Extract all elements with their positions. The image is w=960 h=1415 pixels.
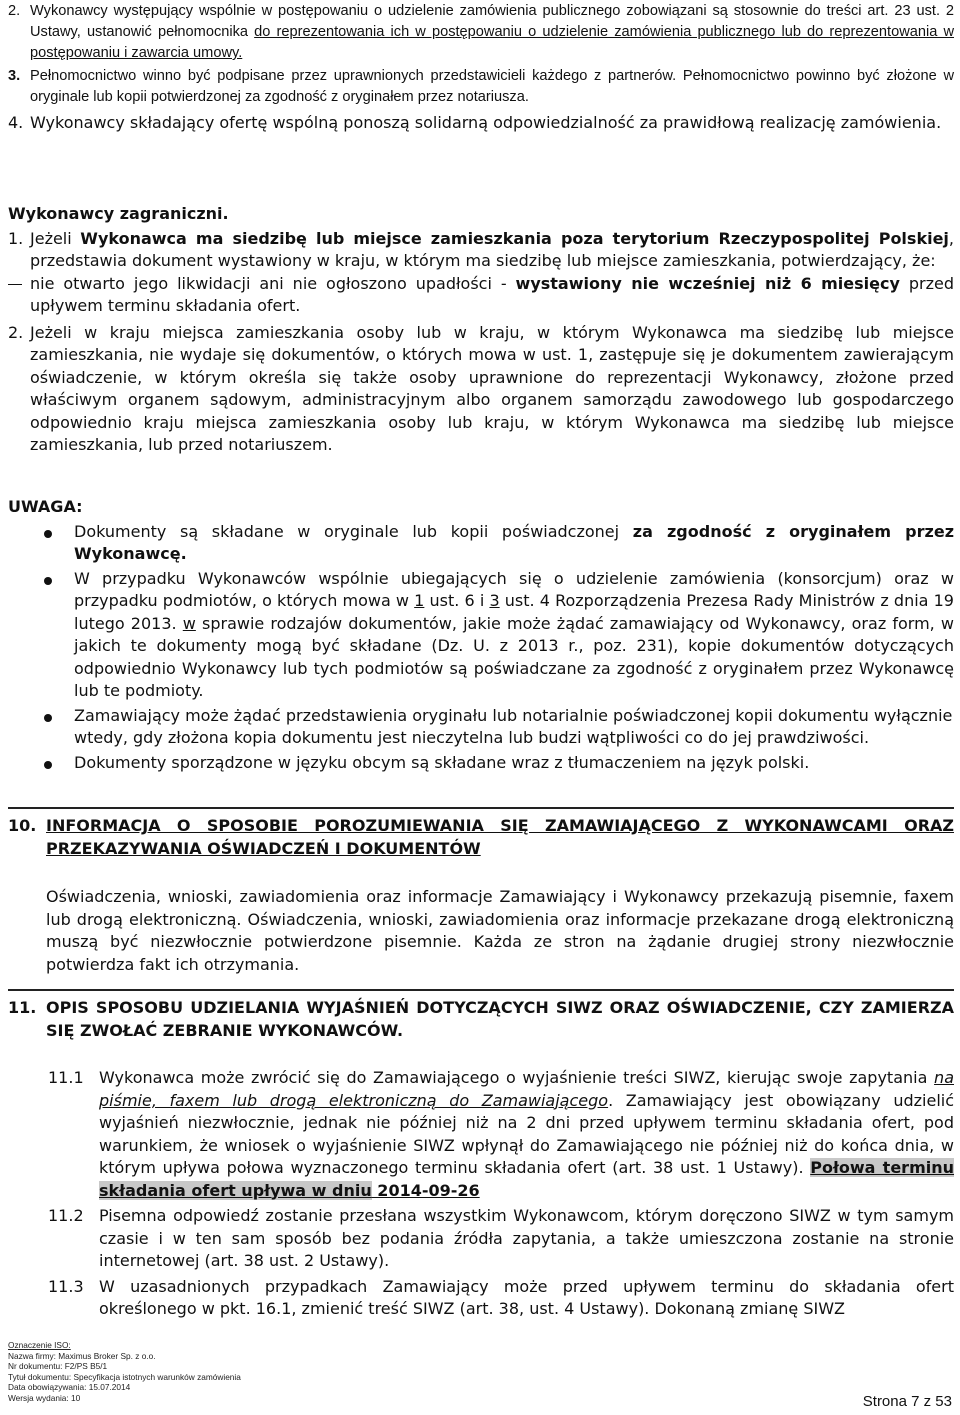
subsection-11-1 bbox=[0, 1067, 954, 1202]
subsection-number: 11.1 bbox=[48, 1068, 84, 1087]
foreign-item-1 bbox=[8, 228, 954, 273]
text-part: Zamawiający może żądać przedstawienia oryginału lub notarialnie poświadczonej kopii dokumentu wyłącznie wtedy, gdy złożona kopia dokumentu jest nieczytelna lub budzi wątpliwości co do jej prawdziwości. bbox=[74, 705, 953, 747]
text-part: . Zamawiający jest obowiązany udzielić wyjaśnień niezwłocznie, jednak nie później niż na 2 dni przed upływem terminu składania ofert, pod warunkiem, że wniosek o wyjaśnienie SIWZ wpłynął do Zamawiającego nie później niż do końca dnia, w którym upływa połowa wyznaczonego terminu składania ofert (art. 38 ust. 1 Ustawy). bbox=[99, 1090, 955, 1177]
section-11 bbox=[8, 989, 954, 1321]
text-bold: wystawiony nie wcześniej niż 6 miesięcy bbox=[515, 273, 900, 293]
text-underlined-italic: na piśmie, faxem lub drogą elektroniczną do Zamawiającego bbox=[99, 1068, 954, 1110]
bullet-marker bbox=[44, 530, 52, 538]
document-footer bbox=[8, 1340, 241, 1403]
text-part: nie otwarto jego likwidacji ani nie ogłoszono upadłości - bbox=[30, 273, 516, 293]
text-bold: za zgodność z oryginałem przez Wykonawcę. bbox=[74, 521, 955, 563]
text-part: Dokumenty są składane w oryginale lub kopii poświadczonej bbox=[74, 521, 633, 541]
dash-marker bbox=[8, 284, 22, 286]
section-number: 11. bbox=[8, 998, 37, 1017]
text-part: Pisemna odpowiedź zostanie przesłana wszystkim Wykonawcom, którym doręczono SIWZ w tym samym czasie i w ten sam sposób bez podania źródła zapytania, a także umieszczona zostanie na stronie internetowej (art. 38 ust. 2 Ustawy). bbox=[99, 1206, 954, 1270]
list-number: 4. bbox=[8, 113, 24, 132]
text-underlined: 1 bbox=[414, 591, 425, 610]
subsection-number: 11.2 bbox=[48, 1206, 84, 1225]
text-part: Jeżeli bbox=[30, 228, 81, 248]
valid-date: Data obowiązywania: 15.07.2014 bbox=[8, 1382, 131, 1392]
subsection-11-3 bbox=[0, 1276, 954, 1321]
top-list bbox=[8, 1, 954, 135]
dash-item bbox=[8, 273, 954, 318]
list-item-3 bbox=[8, 66, 954, 108]
version: Wersja wydania: 10 bbox=[8, 1392, 81, 1403]
iso-label: Oznaczenie ISO: bbox=[8, 1340, 71, 1350]
list-item-2 bbox=[8, 1, 954, 64]
bullet-item bbox=[8, 568, 954, 703]
text-underlined: 3 bbox=[489, 591, 500, 610]
list-item-4 bbox=[8, 112, 954, 135]
document-title: Tytuł dokumentu: Specyfikacja istotnych warunków zamówienia bbox=[8, 1371, 241, 1382]
text-part: W przypadku Wykonawców wspólnie ubiegających się o udzielenie zamówienia (konsorcjum) oraz w przypadku podmiotów, o których mowa w bbox=[74, 568, 954, 610]
bullet-item bbox=[8, 705, 954, 750]
subsection-number: 11.3 bbox=[48, 1276, 84, 1296]
list-number: 1. bbox=[8, 228, 24, 248]
deadline-date: 2014-09-26 bbox=[371, 1180, 480, 1200]
list-number: 2. bbox=[8, 3, 21, 19]
list-text: Wykonawcy występujący wspólnie w postępowaniu o udzielenie zamówienia publicznego zobowiązani są stosownie do treści art. 23 ust. 2 Ustawy, ustanowić pełnomocnika bbox=[30, 3, 954, 40]
foreign-heading: Wykonawcy zagraniczni. bbox=[8, 204, 229, 223]
bullet-marker bbox=[44, 714, 52, 722]
text-part: ust. 6 i bbox=[424, 591, 490, 610]
bullet-item bbox=[8, 752, 954, 775]
text-part: Wykonawca może zwrócić się do Zamawiającego o wyjaśnienie treści SIWZ, kierując swoje zapytania bbox=[99, 1068, 935, 1087]
page-number: Strona 7 z 53 bbox=[862, 1393, 952, 1410]
uwaga-section bbox=[8, 496, 954, 774]
text-part: Dokumenty sporządzone w języku obcym są składane wraz z tłumaczeniem na język polski. bbox=[74, 752, 810, 772]
list-text: Pełnomocnictwo winno być podpisane przez uprawnionych przedstawicieli każdego z partnerów. Pełnomocnictwo powinno być złożone w oryginale lub kopii potwierdzonej za zgodność z oryginałem przez notariusza. bbox=[30, 68, 954, 105]
list-number: 3. bbox=[8, 68, 21, 84]
list-text: Jeżeli w kraju miejsca zamieszkania osoby lub w kraju, w którym Wykonawca ma siedzibę lub miejsce zamieszkania, nie wydaje się dokumentów, o których mowa w ust. 1, zastępuje się je dokumentem zawierającym oświadczenie, w którym określa się także osoby uprawnione do reprezentacji Wykonawcy, złożone przed właściwym organem sądowym, administracyjnym albo organem samorządu zawodowego lub gospodarczego odpowiednio kraju miejsca zamieszkania osoby lub kraju, w którym Wykonawca ma siedzibę lub miejsce zamieszkania, lub przed notariuszem. bbox=[30, 322, 954, 454]
text-underlined: w bbox=[182, 613, 196, 633]
bullet-marker bbox=[44, 761, 52, 769]
document-number: Nr dokumentu: F2/PS B5/1 bbox=[8, 1361, 108, 1371]
section-number: 10. bbox=[8, 816, 37, 835]
bullet-item bbox=[8, 521, 954, 566]
section-heading: INFORMACJA O SPOSOBIE POROZUMIEWANIA SIĘ ZAMAWIAJĄCEGO Z WYKONAWCAMI ORAZ PRZEKAZYWANIA OŚWIADCZEŃ I DOKUMENTÓW bbox=[46, 816, 954, 858]
foreign-item-2 bbox=[8, 322, 954, 457]
section-heading: OPIS SPOSOBU UDZIELANIA WYJAŚNIEŃ DOTYCZĄCYCH SIWZ ORAZ OŚWIADCZENIE, CZY ZAMIERZA SIĘ ZWOŁAĆ ZEBRANIE WYKONAWCÓW. bbox=[46, 998, 954, 1040]
text-part: sprawie rodzajów dokumentów, jakie może żądać zamawiający od Wykonawcy, oraz form, w jakich te dokumenty mogą być składane (Dz. U. z 2013 r., poz. 231), kopie dokumentów dotyczących odpowiednio Wykonawcy lub tych podmiotów są poświadczane za zgodność z oryginałem przez Wykonawcę lub te podmioty. bbox=[74, 613, 954, 700]
section-body: Oświadczenia, wnioski, zawiadomienia oraz informacje Zamawiający i Wykonawcy przekazują pisemnie, faxem lub drogą elektroniczną. Oświadczenia, wnioski, zawiadomienia oraz informacje przekazane drogą elektroniczną muszą być niezwłocznie potwierdzone pisemnie. Każda ze stron na żądanie drugiej strony niezwłocznie potwierdza fakt ich otrzymania. bbox=[46, 887, 954, 974]
text-part: przed upływem terminu składania ofert. bbox=[30, 273, 954, 315]
firm-name: Nazwa firmy: Maximus Broker Sp. z o.o. bbox=[8, 1350, 156, 1361]
section-10 bbox=[8, 807, 954, 976]
text-part: ust. 4 Rozporządzenia Prezesa Rady Ministrów z dnia 19 lutego 2013. bbox=[74, 591, 954, 633]
list-number: 2. bbox=[8, 322, 24, 342]
deadline-highlight: Połowa terminu składania ofert upływa w dniu bbox=[99, 1158, 955, 1200]
section-title bbox=[8, 815, 954, 860]
section-title bbox=[8, 997, 954, 1042]
uwaga-heading: UWAGA: bbox=[8, 497, 83, 516]
text-bold: Wykonawca ma siedzibę lub miejsce zamieszkania poza terytorium Rzeczypospolitej Polskiej bbox=[80, 228, 949, 248]
text-part: , przedstawia dokument wystawiony w kraju, w którym ma siedzibę lub miejsce zamieszkania, potwierdzający, że: bbox=[30, 228, 954, 270]
list-text: Wykonawcy składający ofertę wspólną ponoszą solidarną odpowiedzialność za prawidłową realizację zamówienia. bbox=[30, 113, 942, 132]
subsection-11-2 bbox=[0, 1205, 954, 1273]
list-text-underlined: do reprezentowania ich w postępowaniu o udzielenie zamówienia publicznego lub do reprezentowania w postępowaniu i zawarcia umowy. bbox=[30, 24, 954, 61]
bullet-marker bbox=[44, 577, 52, 585]
foreign-section bbox=[8, 203, 954, 457]
text-part: W uzasadnionych przypadkach Zamawiający może przed upływem terminu do składania ofert określonego w pkt. 16.1, zmienić treść SIWZ (art. 38, ust. 4 Ustawy). Dokonaną zmianę SIWZ bbox=[99, 1276, 954, 1318]
